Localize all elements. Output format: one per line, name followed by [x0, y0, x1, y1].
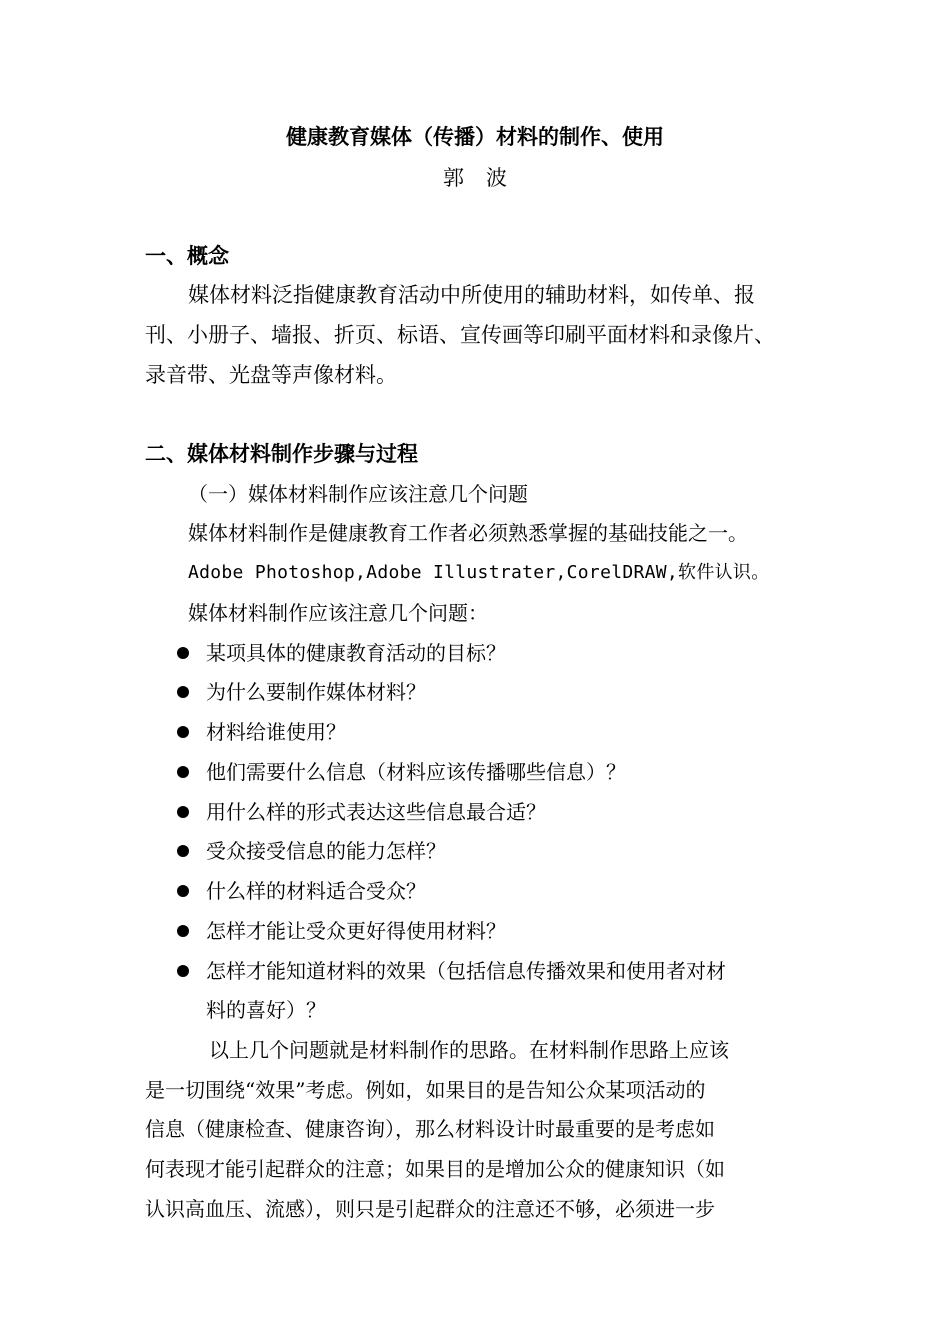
closing-line: 何表现才能引起群众的注意；如果目的是增加公众的健康知识（如	[145, 1157, 725, 1181]
document-author: 郭波	[443, 166, 529, 190]
bullet-dot	[177, 925, 189, 937]
paragraph-line: 媒体材料泛指健康教育活动中所使用的辅助材料，如传单、报	[188, 283, 755, 307]
bullet-dot	[177, 806, 189, 818]
closing-line: 信息（健康检查、健康咨询），那么材料设计时最重要的是考虑如	[145, 1117, 715, 1141]
bullet-item: 怎样才能让受众更好得使用材料？	[206, 919, 506, 943]
subsection-heading: （一）媒体材料制作应该注意几个问题	[188, 482, 528, 506]
bullet-dot	[177, 726, 189, 738]
section-heading-steps: 二、媒体材料制作步骤与过程	[145, 441, 418, 466]
bullet-item: 受众接受信息的能力怎样？	[206, 839, 446, 863]
section-heading-concept: 一、概念	[145, 243, 229, 268]
bullet-dot	[177, 965, 189, 977]
paragraph-line: 刊、小册子、墙报、折页、标语、宣传画等印刷平面材料和录像片、	[145, 323, 775, 347]
bullet-item: 什么样的材料适合受众？	[206, 879, 426, 903]
software-line: Adobe Photoshop,Adobe Illustrater,CorelDRAW,软件认识。	[188, 562, 770, 583]
paragraph-line: 录音带、光盘等声像材料。	[145, 363, 397, 387]
closing-line: 是一切围绕“效果”考虑。例如，如果目的是告知公众某项活动的	[145, 1078, 706, 1102]
bullet-item-continuation: 料的喜好）？	[206, 998, 326, 1022]
bullet-item: 用什么样的形式表达这些信息最合适？	[206, 800, 546, 824]
bullet-dot	[177, 885, 189, 897]
intro-line: 媒体材料制作是健康教育工作者必须熟悉掌握的基础技能之一。	[188, 521, 748, 545]
bullet-item: 他们需要什么信息（材料应该传播哪些信息）？	[206, 760, 626, 784]
intro-line: 媒体材料制作应该注意几个问题：	[188, 601, 488, 625]
closing-line: 认识高血压、流感），则只是引起群众的注意还不够，必须进一步	[145, 1197, 715, 1221]
bullet-item: 材料给谁使用？	[206, 720, 346, 744]
closing-line: 以上几个问题就是材料制作的思路。在材料制作思路上应该	[209, 1038, 729, 1062]
bullet-dot	[177, 686, 189, 698]
bullet-dot	[177, 766, 189, 778]
bullet-item: 为什么要制作媒体材料？	[206, 680, 426, 704]
bullet-item: 某项具体的健康教育活动的目标？	[206, 641, 506, 665]
bullet-dot	[177, 845, 189, 857]
bullet-dot	[177, 647, 189, 659]
document-title: 健康教育媒体（传播）材料的制作、使用	[286, 124, 664, 149]
bullet-item: 怎样才能知道材料的效果（包括信息传播效果和使用者对材	[206, 959, 726, 983]
